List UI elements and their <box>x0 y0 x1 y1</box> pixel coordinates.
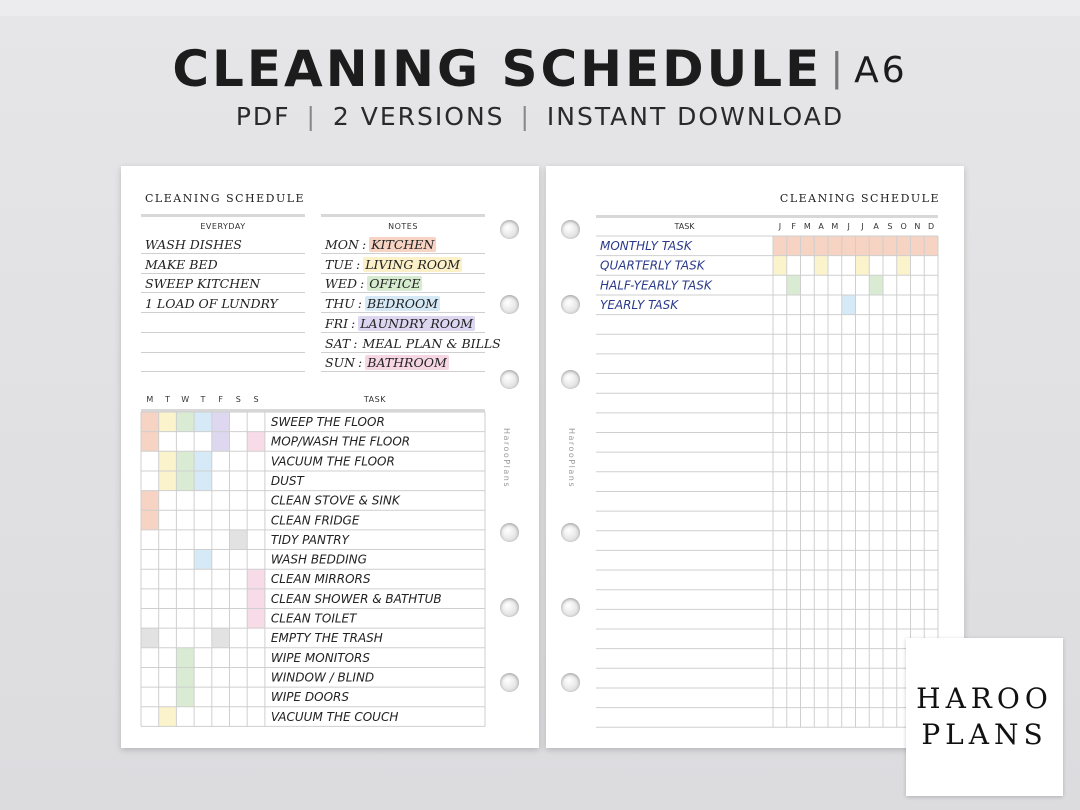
weekly-cell-fill <box>141 491 159 511</box>
top-strip <box>0 0 1080 16</box>
binder-hole <box>561 220 580 239</box>
binder-hole <box>561 295 580 314</box>
notes-day: MON <box>325 237 359 252</box>
binder-hole <box>561 673 580 692</box>
weekly-cell-fill <box>159 471 177 491</box>
weekly-cell-fill <box>194 471 212 491</box>
weekly-task-label: WASH BEDDING <box>270 552 367 567</box>
weekday-label: S <box>253 395 259 404</box>
notes-day: WED <box>325 276 357 292</box>
binder-hole <box>561 370 580 389</box>
everyday-item: WASH DISHES <box>141 235 305 254</box>
notes-header-bar <box>321 214 485 217</box>
notes-task: BATHROOM <box>367 355 447 371</box>
notes-separator: : <box>358 355 363 371</box>
yearly-task-label: HALF-YEARLY TASK <box>600 278 712 293</box>
yearly-task-grid <box>546 210 964 740</box>
yearly-task-label: QUARTERLY TASK <box>600 258 705 273</box>
weekday-label: M <box>146 395 154 404</box>
notes-item <box>321 294 485 313</box>
everyday-item <box>141 353 305 372</box>
monthly-cell-fill <box>924 236 938 256</box>
weekly-cell-fill <box>176 667 194 687</box>
weekly-cell-fill <box>159 451 177 471</box>
monthly-cell-fill <box>911 236 925 256</box>
binder-hole <box>561 523 580 542</box>
notes-item <box>321 353 485 372</box>
monthly-cell-fill <box>842 236 856 256</box>
weekly-cell-fill <box>141 412 159 432</box>
weekly-cell-fill <box>194 550 212 570</box>
weekly-task-label: CLEAN STOVE & SINK <box>270 493 400 508</box>
month-label: J <box>847 222 850 231</box>
notes-header: NOTES <box>388 222 418 231</box>
month-label: S <box>887 222 893 231</box>
left-planner-page <box>121 166 539 748</box>
weekly-task-label: EMPTY THE TRASH <box>270 631 383 646</box>
notes-separator: : <box>356 256 361 272</box>
logo-line-2: PLANS <box>921 718 1048 751</box>
half-yearly-cell-fill <box>787 275 801 295</box>
month-label: N <box>914 222 921 231</box>
yearly-header-bar <box>596 215 938 218</box>
notes-separator: : <box>360 276 365 292</box>
weekly-task-label: WINDOW / BLIND <box>270 670 375 685</box>
weekly-task-label: VACUUM THE FLOOR <box>270 454 395 469</box>
weekday-label: W <box>181 395 190 404</box>
weekly-task-header: TASK <box>363 395 386 404</box>
weekly-task-label: CLEAN SHOWER & BATHTUB <box>270 591 442 606</box>
notes-day: SAT <box>325 335 351 351</box>
banner-title-text: CLEANING SCHEDULE <box>172 40 823 98</box>
quarterly-cell-fill <box>897 256 911 276</box>
notes-item <box>321 255 485 274</box>
notes-separator: : <box>351 315 356 331</box>
binder-hole <box>500 370 519 389</box>
notes-task: OFFICE <box>369 276 421 292</box>
notes-separator: : <box>357 296 362 312</box>
weekly-cell-fill <box>176 471 194 491</box>
monthly-cell-fill <box>897 236 911 256</box>
weekly-cell-fill <box>194 451 212 471</box>
everyday-item <box>141 334 305 353</box>
banner-size: A6 <box>854 50 908 91</box>
weekly-cell-fill <box>141 628 159 648</box>
binder-hole <box>500 220 519 239</box>
weekly-cell-fill <box>247 589 265 609</box>
monthly-cell-fill <box>787 236 801 256</box>
notes-task: LAUNDRY ROOM <box>360 315 474 331</box>
everyday-item: 1 LOAD OF LUNDRY <box>141 294 305 313</box>
notes-day: THU <box>325 296 355 312</box>
weekly-cell-fill <box>212 432 230 452</box>
weekly-task-label: DUST <box>270 473 304 488</box>
everyday-item <box>141 314 305 333</box>
banner-format: PDF <box>235 102 291 131</box>
weekly-cell-fill <box>159 412 177 432</box>
weekly-cell-fill <box>159 707 177 727</box>
month-label: J <box>861 222 864 231</box>
haroo-plans-logo <box>906 638 1063 796</box>
side-brand: HarooPlans <box>502 428 511 489</box>
side-brand: HarooPlans <box>567 428 576 489</box>
month-label: F <box>791 222 796 231</box>
everyday-header: EVERYDAY <box>200 222 246 231</box>
weekly-cell-fill <box>212 412 230 432</box>
yearly-task-header: TASK <box>674 222 695 231</box>
weekly-task-label: CLEAN MIRRORS <box>270 572 371 587</box>
everyday-item: SWEEP KITCHEN <box>141 274 305 293</box>
monthly-cell-fill <box>856 236 870 256</box>
quarterly-cell-fill <box>773 256 787 276</box>
month-label: D <box>928 222 935 231</box>
weekly-task-label: MOP/WASH THE FLOOR <box>270 434 411 449</box>
weekly-task-label: WIPE MONITORS <box>270 650 370 665</box>
weekday-label: S <box>235 395 241 404</box>
everyday-item: MAKE BED <box>141 255 305 274</box>
notes-item <box>321 314 485 333</box>
notes-task: MEAL PLAN & BILLS <box>362 335 501 351</box>
weekly-task-grid <box>121 392 539 732</box>
subtitle-separator: | <box>306 102 317 131</box>
banner-title-separator: | <box>830 45 847 89</box>
notes-item <box>321 274 485 293</box>
weekly-cell-fill <box>141 510 159 530</box>
monthly-cell-fill <box>801 236 815 256</box>
weekly-task-label: VACUUM THE COUCH <box>270 709 399 724</box>
binder-hole <box>500 523 519 542</box>
weekly-task-label: CLEAN FRIDGE <box>270 513 360 528</box>
notes-item <box>321 334 501 353</box>
weekly-cell-fill <box>176 412 194 432</box>
month-label: O <box>900 222 907 231</box>
weekly-cell-fill <box>247 609 265 629</box>
weekly-cell-fill <box>230 530 248 550</box>
notes-day: SUN <box>325 355 356 371</box>
quarterly-cell-fill <box>856 256 870 276</box>
banner-download: INSTANT DOWNLOAD <box>546 102 845 131</box>
logo-line-1: HAROO <box>916 682 1053 715</box>
weekly-task-label: SWEEP THE FLOOR <box>270 415 385 429</box>
half-yearly-cell-fill <box>869 275 883 295</box>
weekly-task-label: WIPE DOORS <box>270 690 350 705</box>
weekday-label: T <box>165 395 170 404</box>
weekly-cell-fill <box>176 451 194 471</box>
right-page-title: CLEANING SCHEDULE <box>779 192 940 205</box>
left-page-title: CLEANING SCHEDULE <box>145 192 306 205</box>
weekly-cell-fill <box>141 432 159 452</box>
banner-title <box>0 40 1080 98</box>
quarterly-cell-fill <box>814 256 828 276</box>
monthly-cell-fill <box>883 236 897 256</box>
yearly-task-label: YEARLY TASK <box>600 297 679 312</box>
weekly-task-label: CLEAN TOILET <box>270 611 357 626</box>
binder-hole <box>500 295 519 314</box>
notes-day: TUE <box>325 256 353 272</box>
weekly-cell-fill <box>247 432 265 452</box>
month-label: M <box>831 222 839 231</box>
weekly-cell-fill <box>176 687 194 707</box>
weekday-label: F <box>218 395 223 404</box>
month-label: A <box>873 222 879 231</box>
monthly-cell-fill <box>773 236 787 256</box>
notes-task: LIVING ROOM <box>365 256 461 272</box>
everyday-header-bar <box>141 214 305 217</box>
notes-day: FRI <box>325 315 349 331</box>
notes-task: BEDROOM <box>367 296 439 312</box>
binder-hole <box>561 598 580 617</box>
monthly-cell-fill <box>828 236 842 256</box>
right-planner-page <box>546 166 964 748</box>
monthly-cell-fill <box>814 236 828 256</box>
binder-hole <box>500 673 519 692</box>
notes-separator: : <box>361 237 367 252</box>
weekly-cell-fill <box>194 412 212 432</box>
binder-hole <box>500 598 519 617</box>
notes-task: KITCHEN <box>371 237 435 252</box>
weekly-cell-fill <box>176 648 194 668</box>
monthly-cell-fill <box>869 236 883 256</box>
weekly-cell-fill <box>212 628 230 648</box>
subtitle-separator: | <box>520 102 531 131</box>
month-label: J <box>778 222 782 231</box>
month-label: A <box>818 222 824 231</box>
notes-item <box>321 235 485 254</box>
weekly-task-label: TIDY PANTRY <box>270 532 349 547</box>
yearly-task-label: MONTHLY TASK <box>600 239 692 253</box>
notes-separator: : <box>353 335 358 351</box>
month-label: M <box>803 222 811 231</box>
banner-subtitle <box>0 102 1080 131</box>
weekly-cell-fill <box>247 569 265 589</box>
banner-versions: 2 VERSIONS <box>332 102 505 131</box>
weekday-label: T <box>200 395 206 404</box>
yearly-cell-fill <box>842 295 856 315</box>
